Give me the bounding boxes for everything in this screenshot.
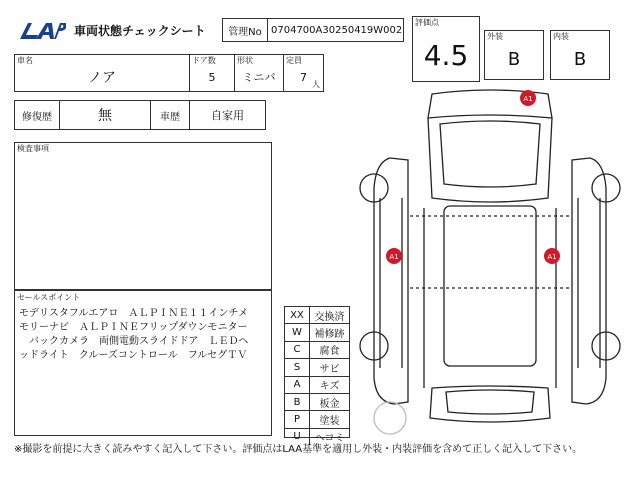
svg-text:A1: A1 [523,95,533,103]
legend-meaning: キズ [319,381,340,393]
legend-row [285,342,349,359]
vehicle-info-table [14,54,324,92]
car-damage-diagram [354,88,626,436]
score-value: 4.5 [423,39,469,72]
svg-text:A1: A1 [547,253,557,261]
exterior-grade: B [507,49,521,70]
damage-mark-right [544,248,560,264]
svg-text:A1: A1 [389,253,399,261]
legend-row [285,324,349,341]
legend-row [285,307,349,324]
legend-meaning: 腐食 [319,346,340,358]
legend-row [285,359,349,376]
legend-code: XX [285,307,310,323]
sales-line: ッドライト クルーズコントロール フルセグＴＶ [19,350,248,361]
legend-meaning: 塗装 [319,416,340,428]
car-name-cell [14,54,190,92]
legend-row [285,411,349,428]
lap-logo [16,20,66,42]
car-name: ノア [88,70,116,86]
damage-mark-left [386,248,402,264]
legend-code: B [285,394,310,410]
repair-value: 無 [59,100,151,130]
legend-meaning: 板金 [319,398,340,410]
sales-points-label: セールスポイント [17,293,81,302]
capacity-label: 定員 [286,56,302,65]
sheet-title: 車両状態チェックシート [74,24,206,38]
interior-grade: B [573,49,587,70]
legend-code: C [285,342,310,358]
sales-line: モデリスタフルエアロ ＡＬＰＩＮＥ１１インチメ [19,308,248,319]
capacity-unit: 人 [312,80,320,89]
management-number: 0704700A30250419W002 [271,24,403,36]
doors-value: 5 [208,70,216,84]
legend-meaning: 交換済 [314,311,345,323]
capacity-value: 7 [300,70,307,84]
inspection-label: 検査事項 [17,144,49,153]
exterior-label: 外装 [487,32,503,41]
legend-meaning: 補修跡 [314,329,345,341]
car-outline [374,90,606,422]
legend-code: U [285,429,310,445]
sales-line: モリーナビ ＡＬＰＩＮＥフリップダウンモニター [19,322,248,333]
doors-label: ドア数 [192,56,216,65]
sales-points-text [19,307,267,363]
legend-code: A [285,377,310,393]
interior-grade-box [550,30,610,80]
legend-row [285,377,349,394]
legend-code: W [285,324,310,340]
doors-cell [189,54,235,92]
shape-value: ミニバ [242,71,276,84]
score-box [412,16,480,82]
management-number-box [222,18,404,42]
history-table [14,100,266,130]
car-name-label: 車名 [17,56,33,65]
sales-line: バックカメラ 両側電動スライドドア ＬＥＤヘ [19,336,249,347]
usage-value: 自家用 [189,100,266,130]
score-label: 評価点 [415,18,439,27]
shape-label: 形状 [237,56,253,65]
legend-meaning: ヘコミ [314,433,345,445]
footer-note: ※撮影を前提に大きく読みやすく記入して下さい。評価点はLAA基準を適用し外装・内装評価を含めて正しく記入して下さい。 [14,444,583,455]
legend-code: S [285,359,310,375]
exterior-grade-box [484,30,544,80]
repair-label: 修復歴 [14,100,60,130]
management-label: 管理No [223,19,268,41]
usage-label: 車歴 [150,100,190,130]
legend-meaning: サビ [319,363,340,375]
damage-mark-roof [520,90,536,106]
shape-cell [234,54,284,92]
capacity-cell [283,54,324,92]
interior-label: 内装 [553,32,569,41]
legend-code: P [285,411,310,427]
inspection-box [14,142,272,290]
damage-code-legend [284,306,350,445]
legend-row [285,394,349,411]
spare-tire-icon [374,402,406,434]
sales-points-box [14,290,272,436]
